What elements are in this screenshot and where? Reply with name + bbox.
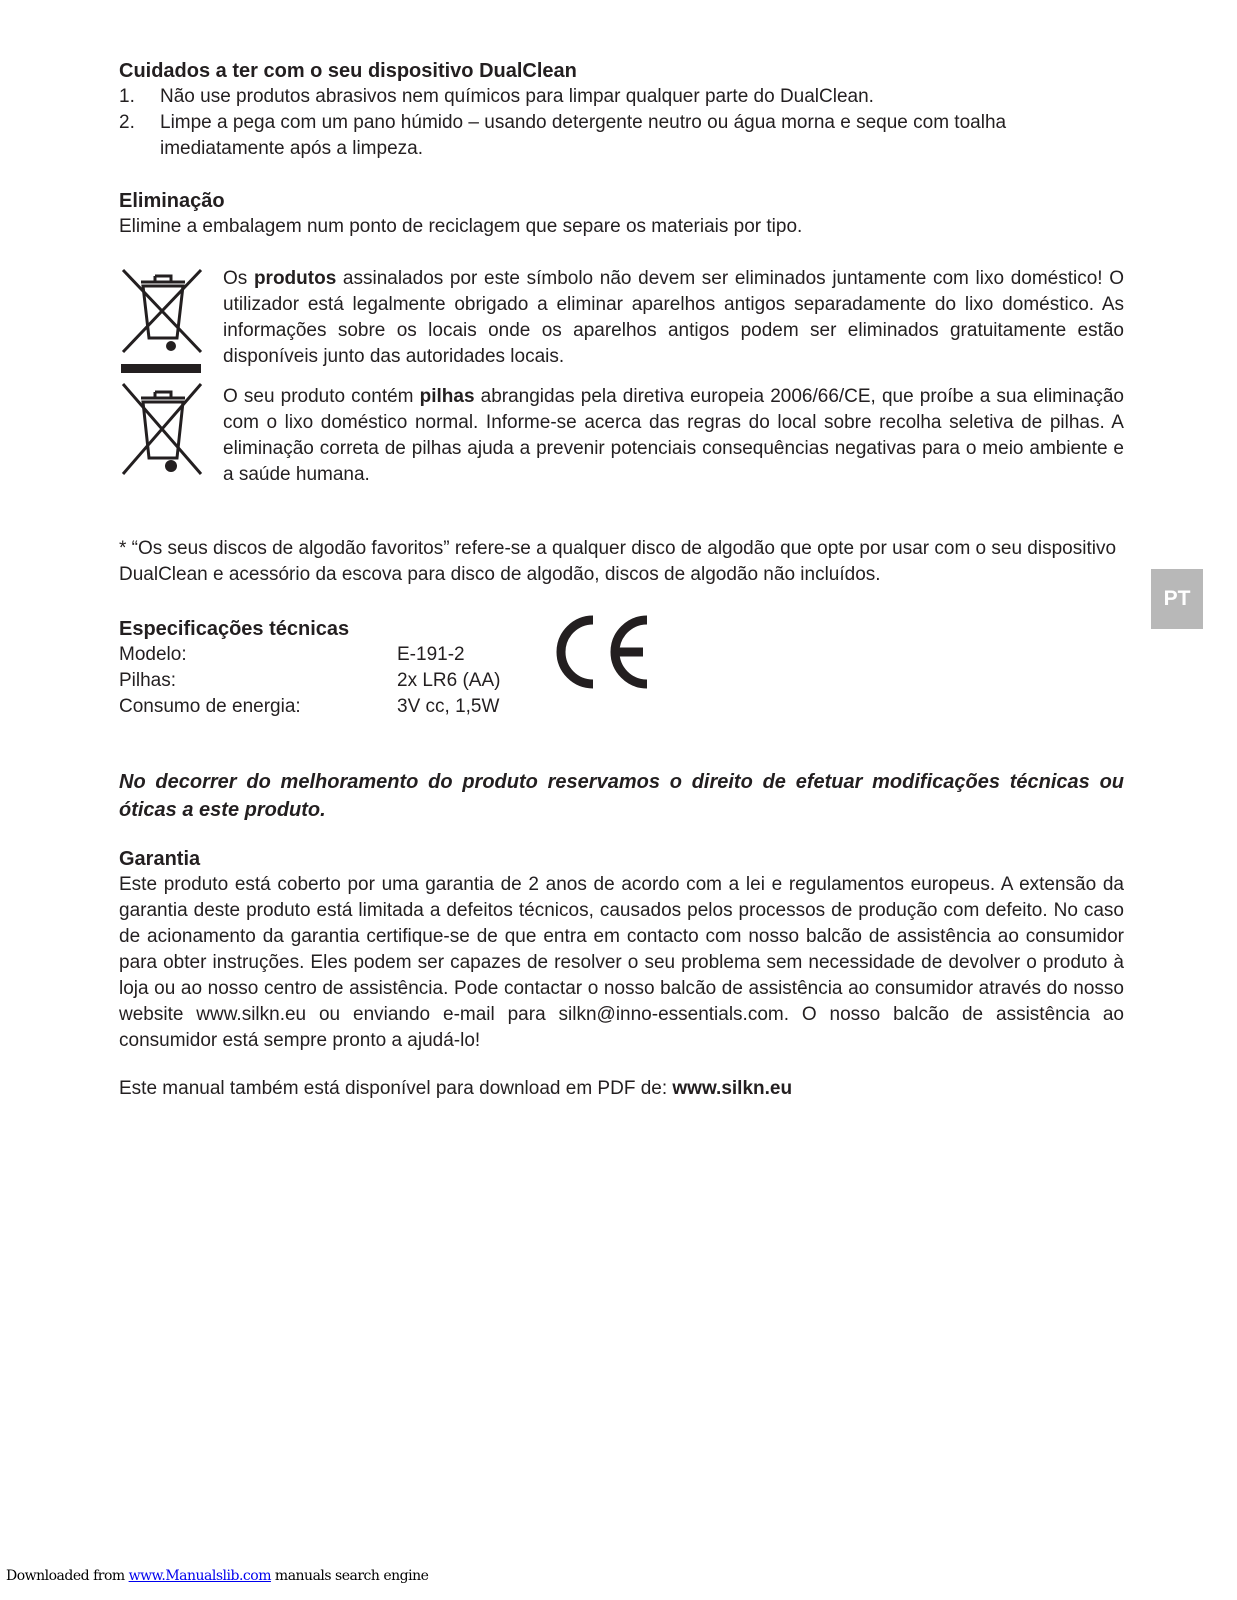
spec-value: 2x LR6 (AA) xyxy=(397,670,501,691)
language-tab: PT xyxy=(1151,569,1203,629)
warranty-section xyxy=(119,846,1124,1054)
disposal-heading: Eliminação xyxy=(119,190,225,212)
spec-row-power xyxy=(119,694,500,720)
spec-row-model xyxy=(119,642,500,668)
page-content xyxy=(119,58,1124,1102)
weee-batteries-text: O seu produto contém pilhas abrangidas pela diretiva europeia 2006/66/CE, que proíbe a sua eliminação com o lixo doméstico normal. Informe-se acerca das regras do local sobre recolha seletiva de pilhas. A eliminação correta de pilhas ajuda a prevenir potenciais consequências negativas para o meio ambiente e a saúde humana. xyxy=(223,386,1124,485)
care-item-number: 1. xyxy=(119,86,135,107)
care-item-text: Não use produtos abrasivos nem químicos para limpar qualquer parte do DualClean. xyxy=(160,86,874,107)
warranty-heading: Garantia xyxy=(119,848,201,870)
disposal-section xyxy=(119,188,1124,488)
weee-products-text: Os produtos assinalados por este símbolo não devem ser eliminados juntamente com lixo doméstico! O utilizador está legalmente obrigado a eliminar aparelhos antigos separadamente do lixo doméstico. As informações sobre os locais onde os aparelhos antigos podem ser eliminados gratuitamente estão disponíveis junto das autoridades locais. xyxy=(223,268,1124,367)
spec-label: Consumo de energia: xyxy=(119,696,301,717)
footnote: * “Os seus discos de algodão favoritos” refere-se a qualquer disco de algodão que opte por usar com o seu dispositivo DualClean e acessório da escova para disco de algodão, discos de algodão não incluídos. xyxy=(119,538,1117,585)
care-item-1 xyxy=(119,84,1124,110)
download-note: Este manual também está disponível para download em PDF de: www.silkn.eu xyxy=(119,1078,793,1099)
crossed-out-wheelie-bin-icon xyxy=(119,378,205,484)
spec-row-batteries xyxy=(119,668,500,694)
spec-label: Modelo: xyxy=(119,644,187,665)
crossed-out-wheelie-bin-with-bar-icon xyxy=(119,268,205,374)
warranty-text: Este produto está coberto por uma garantia de 2 anos de acordo com a lei e regulamentos europeus. A extensão da garantia deste produto está limitada a defeitos técnicos, causados pelos processos de produção com defeito. No caso de acionamento da garantia certifique-se de que entra em contacto com nosso balcão de assistência ao consumidor para obter instruções. Eles podem ser capazes de resolver o seu problema sem necessidade de devolver o produto à loja ou ao nosso centro de assistência. Pode contactar o nosso balcão de assistência ao consumidor através do nosso website www.silkn.eu ou enviando e-mail para silkn@inno-essentials.com. O nosso balcão de assistência ao consumidor está sempre pronto a ajudá-lo! xyxy=(119,874,1124,1051)
spec-value: E-191-2 xyxy=(397,644,465,665)
manualslib-link[interactable]: www.Manualslib.com xyxy=(128,1568,271,1584)
care-list xyxy=(119,84,1124,162)
specs-table xyxy=(119,642,500,720)
ce-mark-icon xyxy=(549,612,653,692)
care-heading: Cuidados a ter com o seu dispositivo DualClean xyxy=(119,60,577,82)
download-link[interactable]: www.silkn.eu xyxy=(672,1078,793,1099)
care-section xyxy=(119,58,1124,162)
care-item-2 xyxy=(119,110,1124,162)
weee-batteries-block xyxy=(119,384,1124,488)
specs-section xyxy=(119,616,1124,726)
disposal-text: Elimine a embalagem num ponto de reciclagem que separe os materiais por tipo. xyxy=(119,216,803,237)
page-footer: Downloaded from www.Manualslib.com manuals search engine xyxy=(6,1568,429,1584)
spec-label: Pilhas: xyxy=(119,670,177,691)
care-item-number: 2. xyxy=(119,112,135,133)
spec-value: 3V cc, 1,5W xyxy=(397,696,500,717)
notice-text: No decorrer do melhoramento do produto reservamos o direito de efetuar modificações técnicas ou óticas a este produto. xyxy=(119,771,1124,821)
care-item-text: Limpe a pega com um pano húmido – usando detergente neutro ou água morna e seque com toalha imediatamente após a limpeza. xyxy=(160,112,1007,159)
specs-heading: Especificações técnicas xyxy=(119,618,350,640)
weee-products-block xyxy=(119,266,1124,370)
